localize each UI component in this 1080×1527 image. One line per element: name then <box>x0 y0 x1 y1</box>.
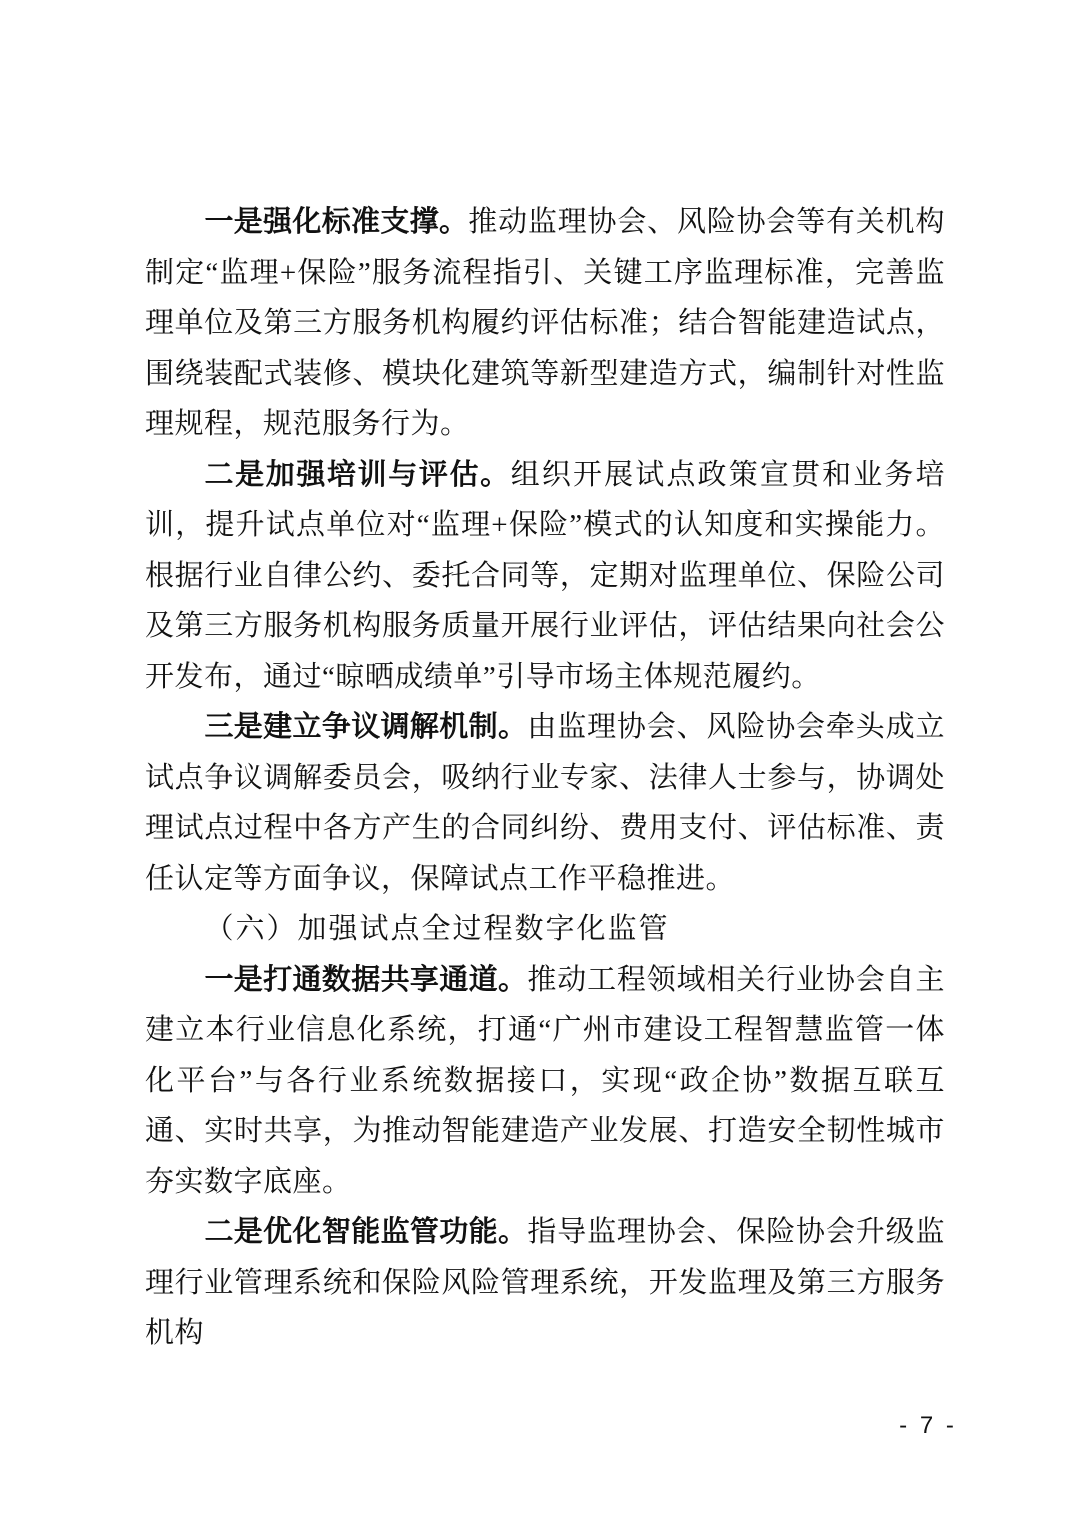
body-paragraph-3 <box>145 702 945 904</box>
paragraph-3-bold-lead: 三是建立争议调解机制。 <box>204 711 528 743</box>
body-paragraph-2 <box>145 450 945 703</box>
section-heading: （六）加强试点全过程数字化监管 <box>204 913 670 945</box>
document-body <box>145 197 945 1359</box>
paragraph-5-bold-lead: 二是优化智能监管功能。 <box>204 1216 528 1248</box>
paragraph-1-text: 推动监理协会、风险协会等有关机构制定“监理+保险”服务流程指引、关键工序监理标准，完善监理单位及第三方服务机构履约评估标准；结合智能建造试点，围绕装配式装修、模块化建筑等新型建造方式，编制针对性监理规程，规范服务行为。 <box>145 206 945 440</box>
paragraph-4-text: 推动工程领域相关行业协会自主建立本行业信息化系统，打通“广州市建设工程智慧监管一体化平台”与各行业系统数据接口，实现“政企协”数据互联互通、实时共享，为推动智能建造产业发展、打造安全韧性城市夯实数字底座。 <box>145 963 945 1198</box>
paragraph-4-bold-lead: 一是打通数据共享通道。 <box>204 963 528 996</box>
body-paragraph-4 <box>145 955 945 1208</box>
paragraph-2-bold-lead: 二是加强培训与评估。 <box>204 458 511 491</box>
page-number: - 7 - <box>899 1412 957 1439</box>
body-paragraph-1 <box>145 197 945 450</box>
paragraph-2-text: 组织开展试点政策宣贯和业务培训，提升试点单位对“监理+保险”模式的认知度和实操能力。根据行业自律公约、委托合同等，定期对监理单位、保险公司及第三方服务机构服务质量开展行业评估，评估结果向社会公开发布，通过“晾晒成绩单”引导市场主体规范履约。 <box>145 458 945 693</box>
paragraph-3-text: 由监理协会、风险协会牵头成立试点争议调解委员会，吸纳行业专家、法律人士参与，协调处理试点过程中各方产生的合同纠纷、费用支付、评估标准、责任认定等方面争议，保障试点工作平稳推进。 <box>145 711 945 895</box>
paragraph-5-text: 指导监理协会、保险协会升级监理行业管理系统和保险风险管理系统，开发监理及第三方服务机构 <box>145 1216 945 1349</box>
body-paragraph-5 <box>145 1207 945 1359</box>
paragraph-1-bold-lead: 一是强化标准支撑。 <box>204 206 469 238</box>
